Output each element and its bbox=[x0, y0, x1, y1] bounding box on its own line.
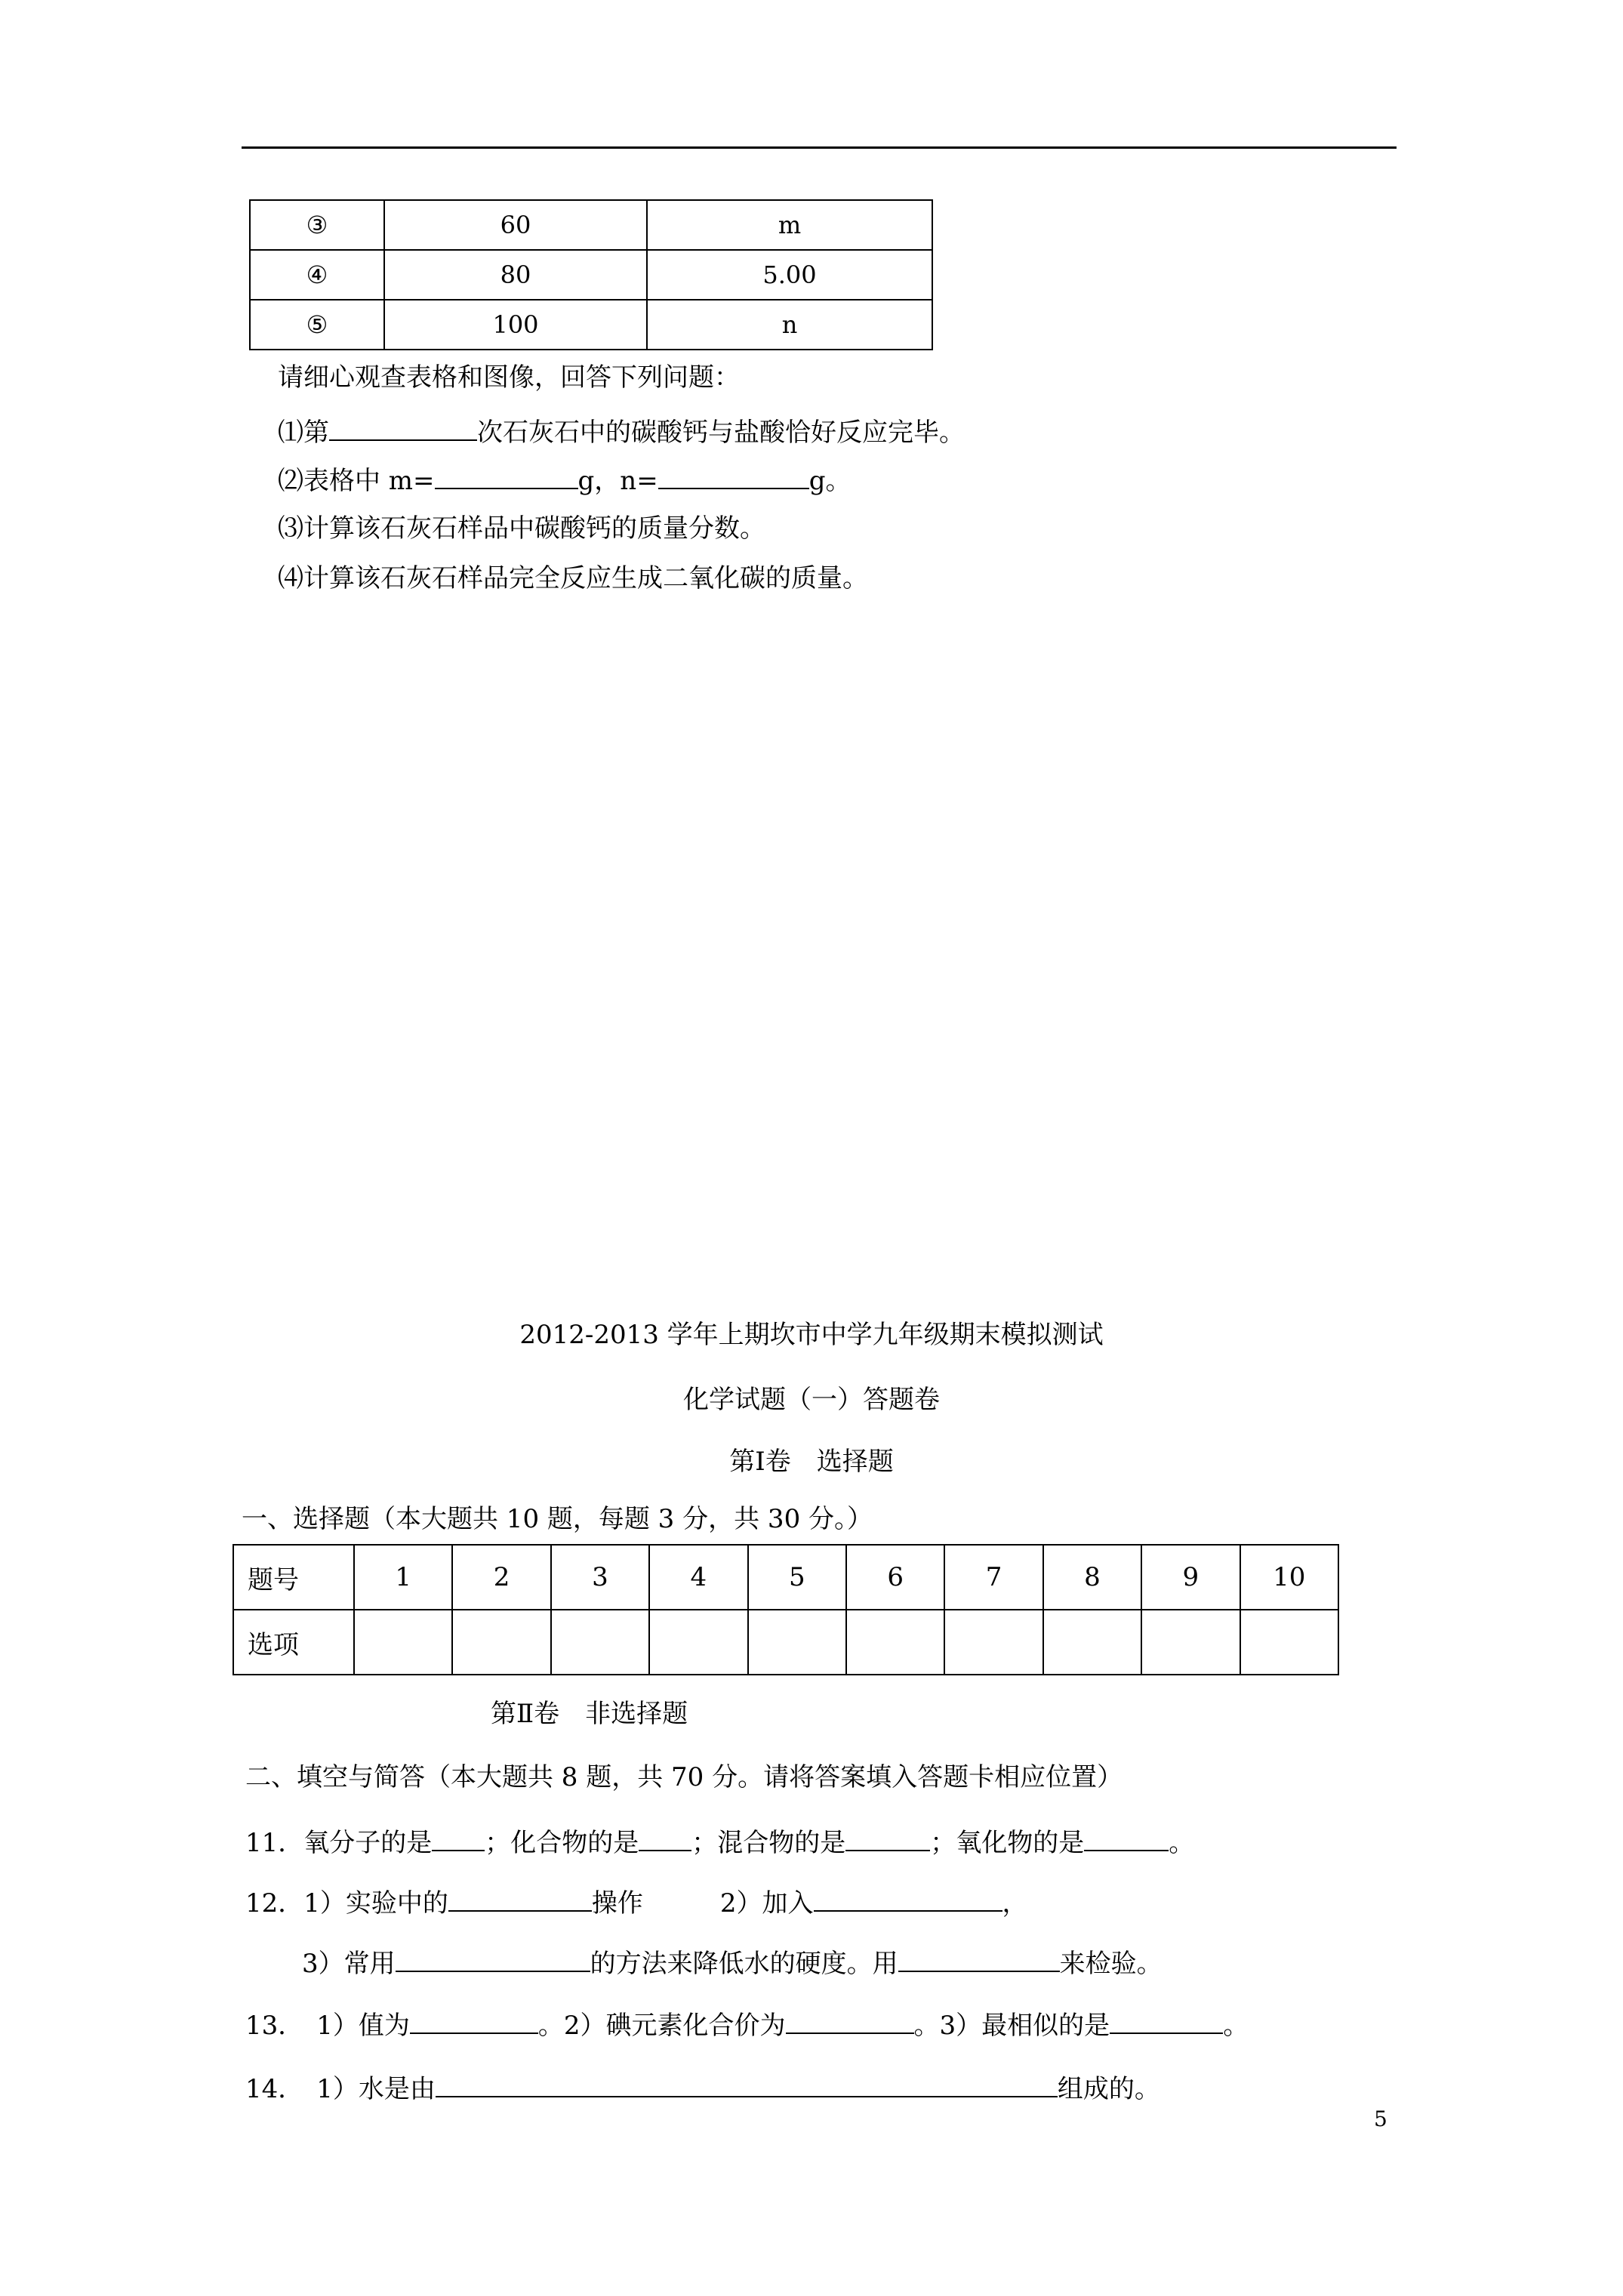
answer-blank[interactable] bbox=[1084, 1824, 1169, 1851]
question-number-cell: 4 bbox=[649, 1545, 747, 1610]
answer-14-text: 14． 1）水是由 bbox=[245, 2074, 436, 2104]
choice-answer-cell[interactable] bbox=[846, 1610, 944, 1675]
answer-12-text: 的方法来降低水的硬度。用 bbox=[590, 1949, 898, 1979]
answer-12-text: 来检验。 bbox=[1059, 1949, 1163, 1979]
page-number: 5 bbox=[1374, 2106, 1387, 2131]
answer-12-text: 操作 2）加入 bbox=[591, 1888, 814, 1918]
answer-11-text: ；混合物的是 bbox=[691, 1828, 846, 1858]
question-4: ⑷计算该石灰石样品完全反应生成二氧化碳的质量。 bbox=[278, 563, 868, 593]
question-1-prefix: ⑴第 bbox=[278, 418, 329, 448]
question-number-cell: 9 bbox=[1141, 1545, 1240, 1610]
answer-12a bbox=[245, 1885, 1028, 1920]
section-1-heading: 一、选择题（本大题共 10 题，每题 3 分，共 30 分。） bbox=[242, 1504, 873, 1534]
answer-12-text: ， bbox=[1002, 1888, 1028, 1918]
answer-14 bbox=[245, 2070, 1160, 2106]
answer-13-text: 。3）最相似的是 bbox=[913, 2011, 1110, 2041]
answer-blank[interactable] bbox=[898, 1945, 1060, 1972]
row-number-cell: ⑤ bbox=[250, 300, 384, 350]
answer-blank[interactable] bbox=[845, 1824, 930, 1851]
mass-cell: n bbox=[647, 300, 932, 350]
answer-blank[interactable] bbox=[396, 1945, 590, 1972]
answer-grid-row-label: 选项 bbox=[233, 1610, 354, 1675]
choice-answer-cell[interactable] bbox=[649, 1610, 747, 1675]
acid-amount-cell: 100 bbox=[384, 300, 647, 350]
answer-blank[interactable] bbox=[1110, 2007, 1223, 2034]
answer-grid bbox=[233, 1544, 1339, 1675]
table-row bbox=[250, 250, 932, 300]
answer-grid-row-label: 题号 bbox=[233, 1545, 354, 1610]
intro-text: 请细心观查表格和图像，回答下列问题： bbox=[278, 362, 740, 393]
question-number-cell: 3 bbox=[551, 1545, 649, 1610]
answer-blank[interactable] bbox=[448, 1885, 592, 1912]
answer-blank[interactable] bbox=[639, 1824, 691, 1851]
exam-subtitle: 化学试题（一）答题卷 bbox=[683, 1385, 940, 1415]
question-1 bbox=[278, 414, 965, 449]
data-table bbox=[249, 199, 933, 350]
acid-amount-cell: 60 bbox=[384, 200, 647, 250]
answer-grid-choice-row bbox=[233, 1610, 1338, 1675]
row-number-cell: ③ bbox=[250, 200, 384, 250]
choice-answer-cell[interactable] bbox=[452, 1610, 550, 1675]
question-2-prefix: ⑵表格中 m= bbox=[278, 466, 435, 496]
answer-11 bbox=[245, 1824, 1194, 1860]
answer-blank[interactable] bbox=[329, 414, 477, 441]
table-row bbox=[250, 200, 932, 250]
answer-13-text: 。 bbox=[1223, 2011, 1249, 2041]
question-2-suffix: g。 bbox=[808, 466, 852, 496]
question-number-cell: 2 bbox=[452, 1545, 550, 1610]
answer-13 bbox=[245, 2007, 1249, 2042]
question-number-cell: 1 bbox=[354, 1545, 452, 1610]
answer-14-text: 组成的。 bbox=[1057, 2074, 1160, 2104]
question-2-mid: g，n= bbox=[577, 466, 658, 496]
answer-grid-number-row bbox=[233, 1545, 1338, 1610]
answer-blank[interactable] bbox=[436, 2070, 1058, 2097]
choice-answer-cell[interactable] bbox=[551, 1610, 649, 1675]
mass-cell: m bbox=[647, 200, 932, 250]
mass-cell: 5.00 bbox=[647, 250, 932, 300]
answer-11-text: ；氧化物的是 bbox=[930, 1828, 1085, 1858]
choice-answer-cell[interactable] bbox=[1240, 1610, 1338, 1675]
answer-11-text: 。 bbox=[1169, 1828, 1195, 1858]
choice-answer-cell[interactable] bbox=[354, 1610, 452, 1675]
exam-title: 2012-2013 学年上期坎市中学九年级期末模拟测试 bbox=[519, 1320, 1104, 1350]
answer-blank[interactable] bbox=[432, 1824, 485, 1851]
choice-answer-cell[interactable] bbox=[748, 1610, 846, 1675]
answer-11-text: ；化合物的是 bbox=[485, 1828, 639, 1858]
question-number-cell: 5 bbox=[748, 1545, 846, 1610]
question-1-suffix: 次石灰石中的碳酸钙与盐酸恰好反应完毕。 bbox=[477, 418, 965, 448]
part-2-heading: 第Ⅱ卷 非选择题 bbox=[491, 1699, 688, 1729]
answer-12b bbox=[302, 1945, 1163, 1980]
answer-13-text: 13． 1）值为 bbox=[245, 2011, 410, 2041]
answer-blank[interactable] bbox=[814, 1885, 1002, 1912]
choice-answer-cell[interactable] bbox=[1043, 1610, 1141, 1675]
answer-13-text: 。2）碘元素化合价为 bbox=[537, 2011, 786, 2041]
row-number-cell: ④ bbox=[250, 250, 384, 300]
section-2-heading: 二、填空与简答（本大题共 8 题，共 70 分。请将答案填入答题卡相应位置） bbox=[245, 1762, 1123, 1792]
choice-answer-cell[interactable] bbox=[1141, 1610, 1240, 1675]
question-number-cell: 10 bbox=[1240, 1545, 1338, 1610]
question-number-cell: 8 bbox=[1043, 1545, 1141, 1610]
answer-11-text: 11．氧分子的是 bbox=[245, 1828, 433, 1858]
question-number-cell: 6 bbox=[846, 1545, 944, 1610]
answer-blank[interactable] bbox=[410, 2007, 538, 2034]
question-number-cell: 7 bbox=[944, 1545, 1042, 1610]
header-rule bbox=[242, 146, 1397, 149]
answer-12-text: 12．1）实验中的 bbox=[245, 1888, 448, 1918]
question-2 bbox=[278, 462, 851, 498]
answer-12-text: 3）常用 bbox=[302, 1949, 396, 1979]
answer-blank-n[interactable] bbox=[658, 462, 809, 489]
answer-blank-m[interactable] bbox=[435, 462, 578, 489]
answer-blank[interactable] bbox=[786, 2007, 914, 2034]
acid-amount-cell: 80 bbox=[384, 250, 647, 300]
question-3: ⑶计算该石灰石样品中碳酸钙的质量分数。 bbox=[278, 513, 765, 544]
part-1-heading: 第Ⅰ卷 选择题 bbox=[729, 1447, 894, 1477]
choice-answer-cell[interactable] bbox=[944, 1610, 1042, 1675]
table-row bbox=[250, 300, 932, 350]
